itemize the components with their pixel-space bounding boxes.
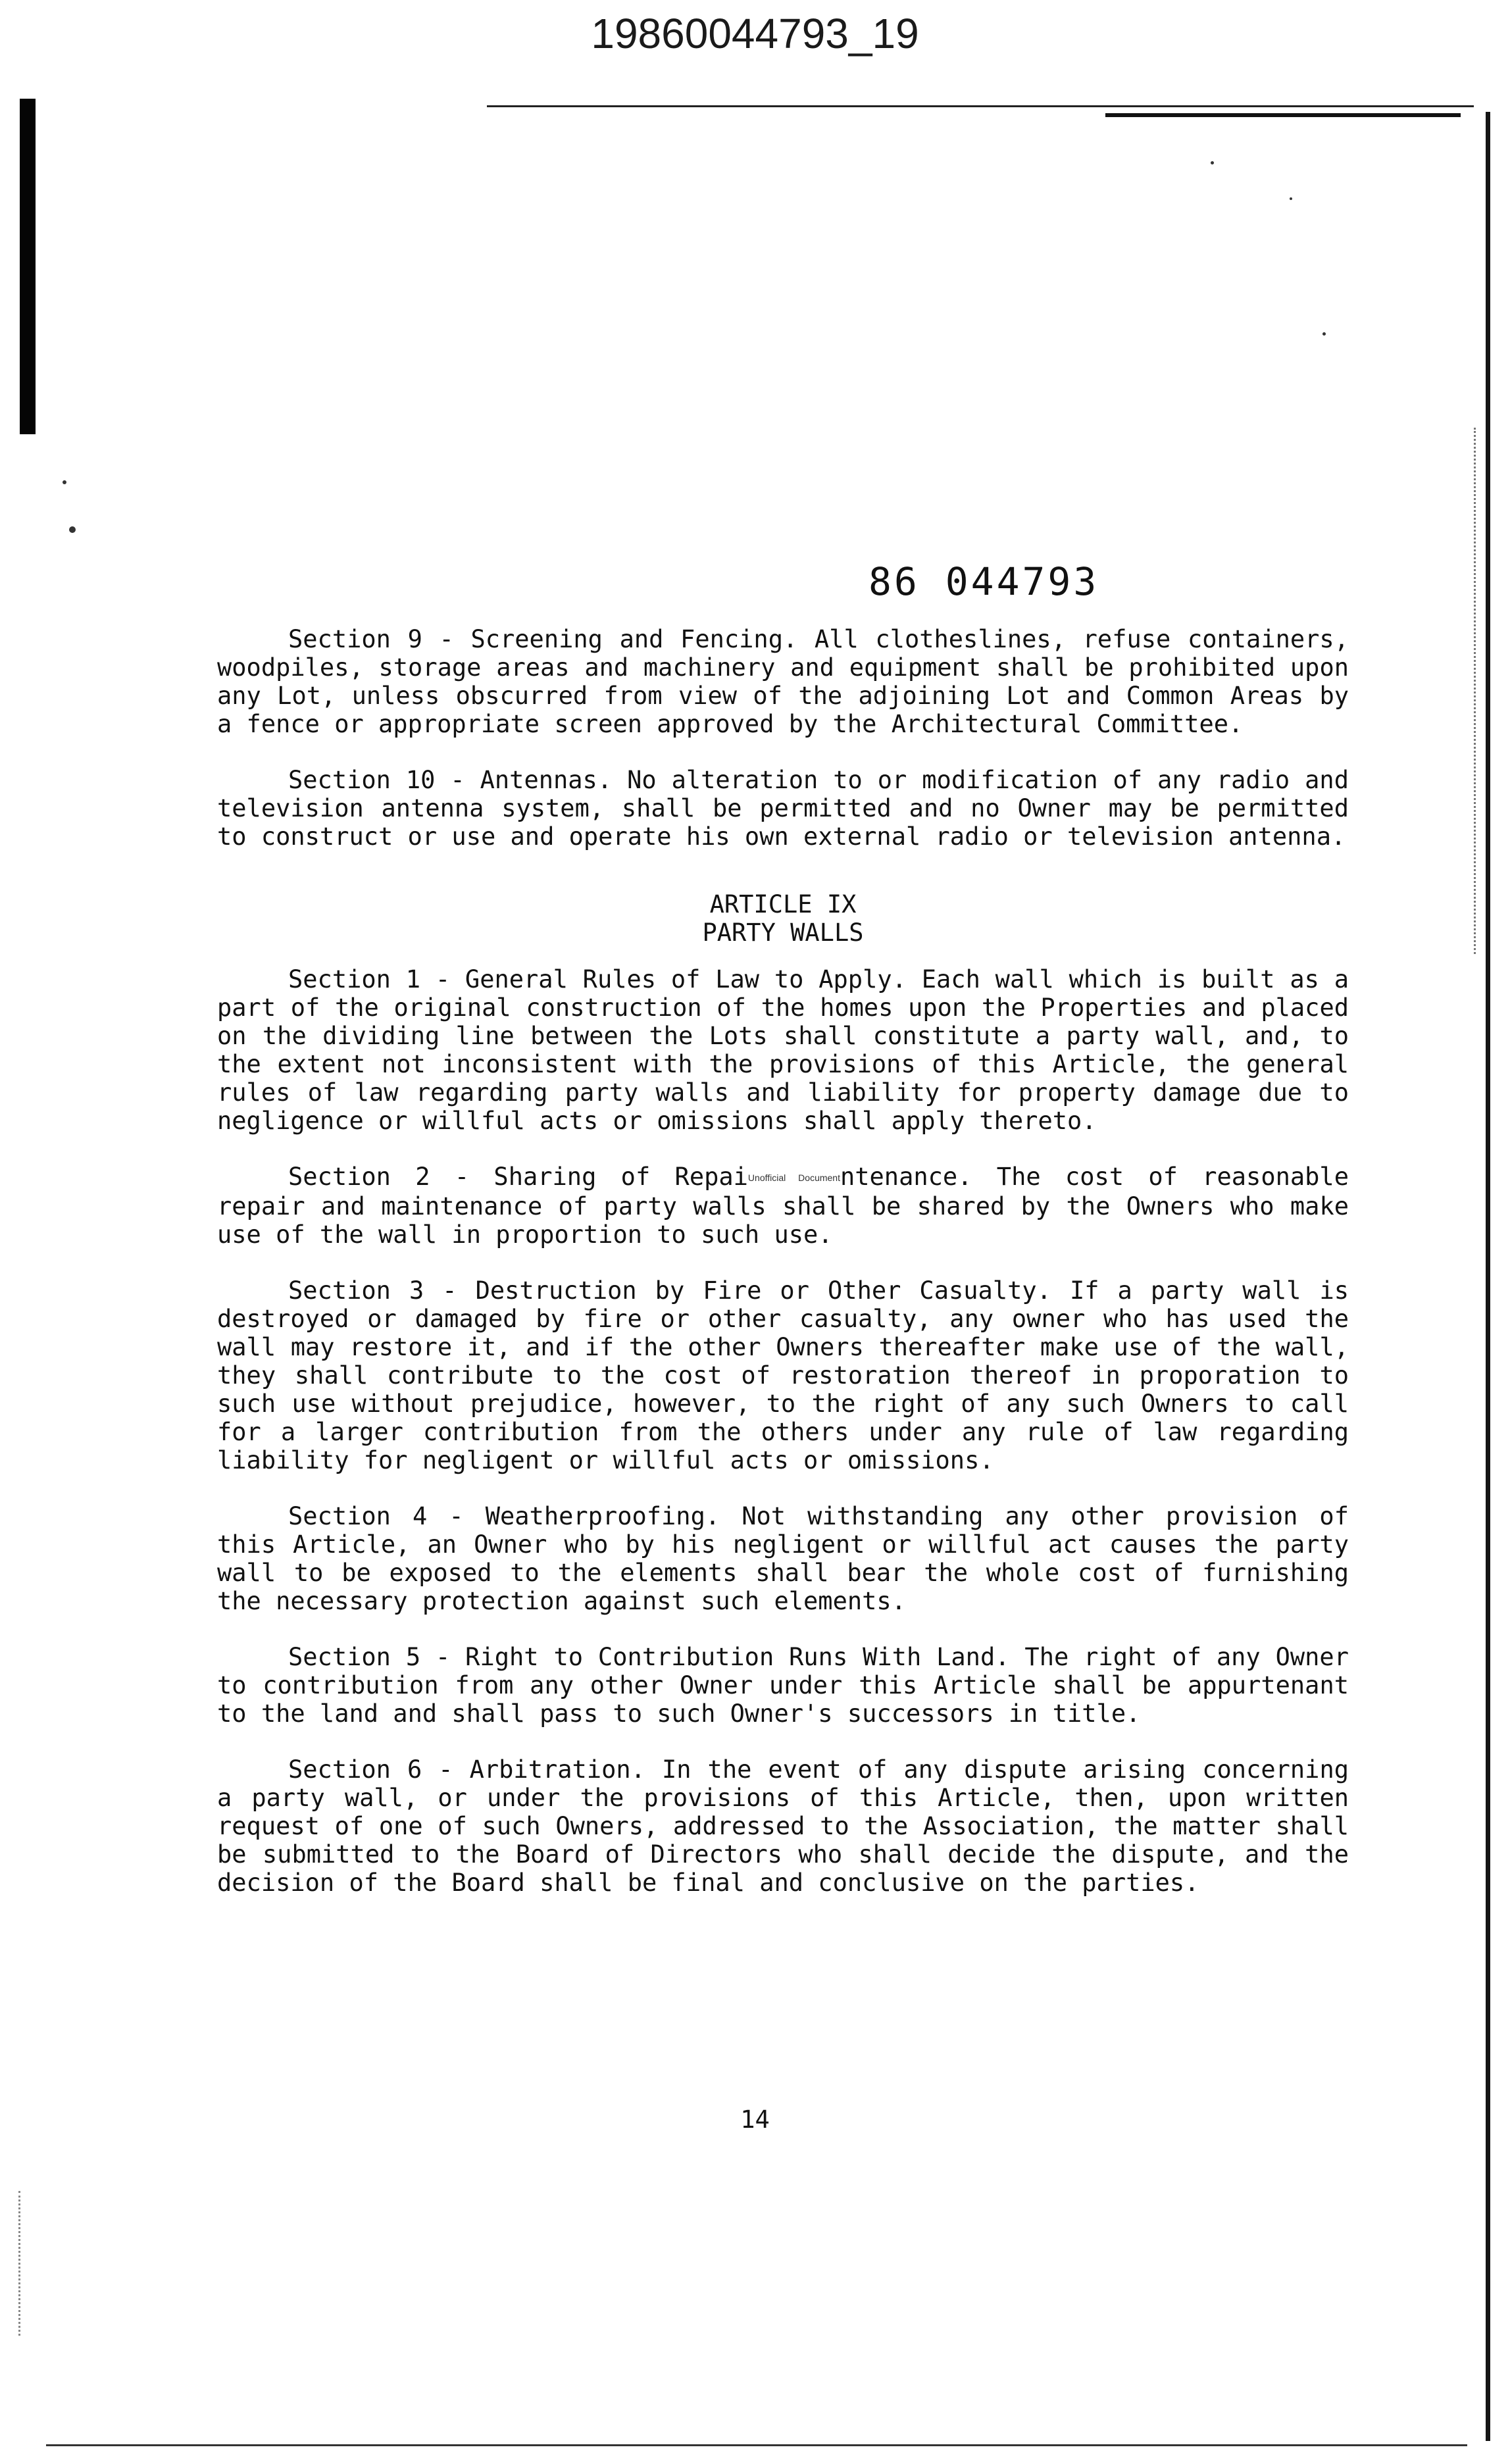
scan-speck xyxy=(63,480,66,484)
section-heading: Section 6 - Arbitration. xyxy=(288,1755,645,1784)
section-heading: Section 10 - Antennas. xyxy=(288,766,613,794)
page-number: 14 xyxy=(740,2105,770,2134)
section-heading: Section 3 - Destruction by Fire or Other Casualty. xyxy=(288,1276,1051,1305)
section-text: Not withstanding any other provision of this Article, an Owner who by his negligent or willful act causes the party wall to be exposed to the elements shall bear the whole cost of furnishing the necessary protection against such elements. xyxy=(217,1502,1349,1615)
document-body xyxy=(217,625,1349,1924)
section-heading: Section 1 - General Rules of Law to Apply. xyxy=(288,965,907,993)
left-scan-noise xyxy=(18,2191,22,2336)
section-heading: Section 4 - Weatherproofing. xyxy=(288,1502,720,1530)
article-section-3 xyxy=(217,1276,1349,1474)
scan-speck xyxy=(1290,197,1292,200)
section-heading-start: Section 2 - Sharing of Repai xyxy=(288,1163,748,1191)
right-scan-edge xyxy=(1486,112,1490,2441)
section-text: All clotheslines, refuse containers, woodpiles, storage areas and machinery and equipment shall be prohibited upon any Lot, unless obscurred from view of the adjoining Lot and Common Areas by a fence or appropriate screen approved by the Architectural Committee. xyxy=(217,625,1349,738)
scan-speck xyxy=(1322,332,1326,336)
section-text: The right of any Owner to contribution from any other Owner under this Article shall be appurtenant to the land and shall pass to such Owner's successors in title. xyxy=(217,1643,1349,1728)
article-number: ARTICLE IX xyxy=(709,890,857,918)
document-id: 19860044793_19 xyxy=(591,10,919,57)
section-text: The cost of reasonable repair and maintenance of party walls shall be shared by the Owners who make use of the wall in proportion to such use. xyxy=(217,1163,1349,1249)
article-title: PARTY WALLS xyxy=(702,918,864,947)
scan-edge-bar xyxy=(20,99,36,434)
right-scan-noise xyxy=(1474,428,1478,954)
section-10 xyxy=(217,766,1349,851)
section-heading: Section 9 - Screening and Fencing. xyxy=(288,625,798,653)
section-text: If a party wall is destroyed or damaged by fire or other casualty, any owner who has used the wall may restore it, and if the other Owners thereafter make use of the wall, they shall contribute to the cost of restoration thereof in proporation to such use without prejudice, however, to the right of any such Owners to call for a larger contribution from the others under any rule of law regarding liability for negligent or willful acts or omissions. xyxy=(217,1276,1349,1474)
bottom-scan-rule xyxy=(46,2444,1467,2446)
article-section-5 xyxy=(217,1643,1349,1728)
section-heading-end: ntenance. xyxy=(840,1163,972,1191)
top-scan-rule xyxy=(487,105,1474,107)
reference-number: 86 044793 xyxy=(868,559,1099,604)
article-section-1 xyxy=(217,965,1349,1135)
section-heading: Section 5 - Right to Contribution Runs With Land. xyxy=(288,1643,1010,1671)
section-text: No alteration to or modification of any radio and television antenna system, shall be permitted and no Owner may be permitted to construct or use and operate his own external radio or television antenna. xyxy=(217,766,1349,851)
article-section-4 xyxy=(217,1502,1349,1615)
unofficial-document-watermark: Unofficial Document xyxy=(747,1172,840,1183)
article-heading xyxy=(217,890,1349,947)
section-text: In the event of any dispute arising concerning a party wall, or under the provisions of this Article, then, upon written request of one of such Owners, addressed to the Association, the matter shall be submitted to the Board of Directors who shall decide the dispute, and the decision of the Board shall be final and conclusive on the parties. xyxy=(217,1755,1349,1897)
section-9 xyxy=(217,625,1349,738)
scan-speck xyxy=(69,526,76,533)
article-section-2 xyxy=(217,1163,1349,1249)
scan-speck xyxy=(1211,161,1214,164)
top-scan-rule-thick xyxy=(1105,113,1461,117)
section-text: Each wall which is built as a part of the original construction of the homes upon the Properties and placed on the dividing line between the Lots shall constitute a party wall, and, to the extent not inconsistent with the provisions of this Article, the general rules of law regarding party walls and liability for property damage due to negligence or willful acts or omissions shall apply thereto. xyxy=(217,965,1349,1135)
article-section-6 xyxy=(217,1755,1349,1897)
